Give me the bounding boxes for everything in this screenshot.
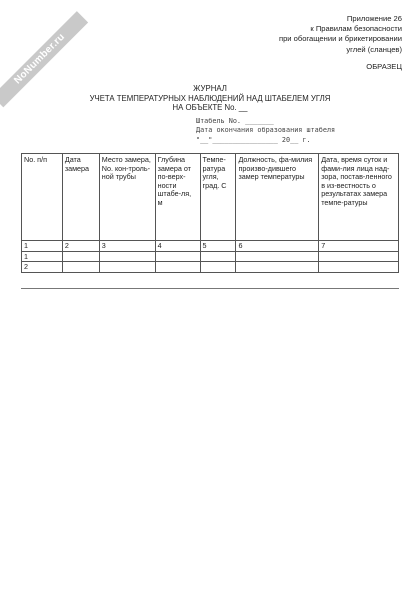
table-cell — [155, 251, 200, 262]
column-header: No. п/п — [22, 154, 63, 241]
table-cell — [99, 251, 155, 262]
appendix-note — [232, 14, 402, 55]
column-header: Темпе-ратура угля, град. С — [200, 154, 236, 241]
table-cell: 2 — [22, 262, 63, 273]
journal-table — [21, 153, 399, 273]
appendix-line: Приложение 26 — [346, 14, 402, 23]
sample-label: ОБРАЗЕЦ — [366, 62, 402, 71]
table-cell: 3 — [99, 241, 155, 252]
column-header: Дата, время суток и фами-лия лица над-зора, постав-ленного в из-вестность о результатах замера темпе-ратуры — [319, 154, 399, 241]
date-label: Дата окончания образования штабеля — [196, 126, 336, 135]
table-cell — [319, 251, 399, 262]
table-cell — [155, 262, 200, 273]
table-cell — [62, 262, 99, 273]
table-cell — [236, 262, 319, 273]
column-header: Место замера, No. кон-троль-ной трубы — [99, 154, 155, 241]
table-cell: 6 — [236, 241, 319, 252]
table-cell — [236, 251, 319, 262]
title-line: НА ОБЪЕКТЕ No. __ — [172, 103, 248, 113]
column-header: Должность, фа-милия произво-дившего замер температуры — [236, 154, 319, 241]
table-cell — [62, 251, 99, 262]
table-cell — [200, 262, 236, 273]
title-line: ЖУРНАЛ — [193, 84, 227, 93]
date-value: "__"________________ 20__ г. — [196, 135, 311, 144]
table-cell — [99, 262, 155, 273]
table-row — [22, 251, 399, 262]
column-header: Глубина замера от по-верх-ности штабе-ля, м — [155, 154, 200, 241]
table-cell — [319, 262, 399, 273]
stack-info — [196, 117, 335, 145]
appendix-line: углей (сланцев) — [346, 44, 402, 54]
document-title — [0, 84, 420, 113]
table-cell: 4 — [155, 241, 200, 252]
table-cell: 1 — [22, 251, 63, 262]
column-header: Дата замера — [62, 154, 99, 241]
table-cell — [200, 251, 236, 262]
table-header-row — [22, 154, 399, 241]
table-cell: 7 — [319, 241, 399, 252]
watermark: NoNumber.ru — [0, 11, 88, 107]
table-cell: 5 — [200, 241, 236, 252]
table-row — [22, 262, 399, 273]
table-row — [22, 241, 399, 252]
stack-number: Штабель No. _______ — [196, 117, 274, 125]
divider — [21, 288, 399, 289]
title-line: УЧЕТА ТЕМПЕРАТУРНЫХ НАБЛЮДЕНИЙ НАД ШТАБЕЛЕМ УГЛЯ — [89, 93, 331, 103]
appendix-line: к Правилам безопасности — [310, 24, 402, 34]
table-cell: 2 — [62, 241, 99, 252]
appendix-line: при обогащении и брикетировании — [278, 34, 402, 44]
table-cell: 1 — [22, 241, 63, 252]
